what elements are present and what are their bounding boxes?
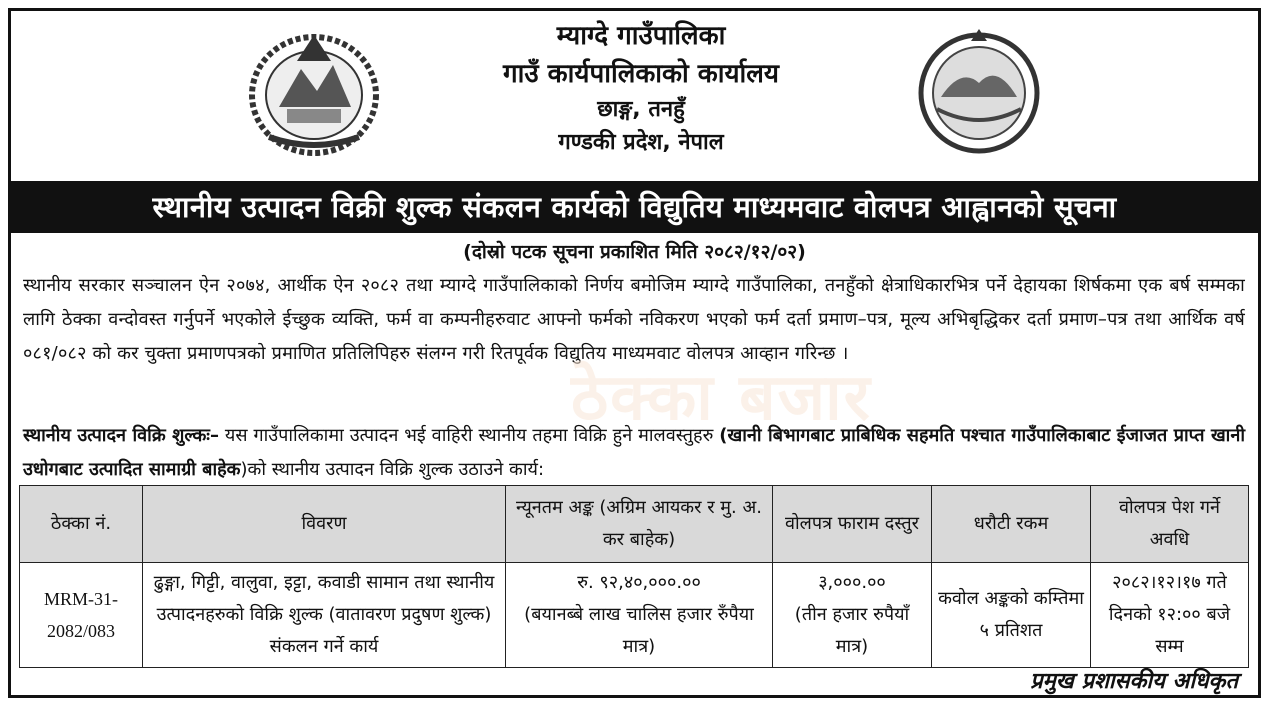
cell-deadline: २०८२।१२।१७ गते दिनको १२:०० बजे सम्म <box>1091 563 1249 668</box>
col-deadline-header: वोलपत्र पेश गर्ने अवधि <box>1091 486 1249 563</box>
office-name <box>391 17 891 159</box>
cell-ref: MRM-31-2082/083 <box>20 563 143 668</box>
sales-fee-exception: (खानी बिभागबाट प्राबिधिक सहमति पश्चात गाउँपालिकाबाट ईजाजत प्राप्त खानी उधोगबाट उत्पादित सामाग्री बाहेक <box>23 425 1245 480</box>
notice-header <box>11 11 1258 181</box>
sales-fee-description <box>23 419 1245 487</box>
cell-desc: ढुङ्गा, गिट्टी, वालुवा, इट्टा, कवाडी सामान तथा स्थानीय उत्पादनहरुको विक्रि शुल्क (वातावरण प्रदुषण शुल्क) संकलन गर्ने कार्य <box>143 563 506 668</box>
signature-title: प्रमुख प्रशासकीय अधिकृत <box>1030 669 1238 694</box>
col-deposit-header: धरौटी रकम <box>932 486 1091 563</box>
cell-deposit: कवोल अङ्कको कम्तिमा ५ प्रतिशत <box>932 563 1091 668</box>
sales-fee-label: स्थानीय उत्पादन विक्रि शुल्कः– <box>23 425 219 446</box>
fee-amount: ३,०००.०० <box>818 572 886 593</box>
office-title: गाउँ कार्यपालिकाको कार्यालय <box>503 59 779 89</box>
municipality-logo-icon <box>911 27 1047 157</box>
notice-frame <box>8 8 1261 698</box>
min-amount: रु. ९२,४०,०००.०० <box>577 572 701 593</box>
cell-min <box>506 563 773 668</box>
municipality-name: म्याग्दे गाउँपालिका <box>556 21 726 51</box>
nepal-emblem-icon <box>239 25 389 157</box>
notice-title: स्थानीय उत्पादन विक्री शुल्क संकलन कार्यको विद्युतिय माध्यमवाट वोलपत्र आह्वानको सूचना <box>11 181 1258 233</box>
notice-body: स्थानीय सरकार सञ्चालन ऐन २०७४, आर्थीक ऐन २०८२ तथा म्याग्दे गाउँपालिकाको निर्णय बमोजिम म्याग्दे गाउँपालिका, तनहुँको क्षेत्राधिकारभित्र पर्ने देहायका शिर्षकमा एक बर्ष सम्मका लागि ठेक्का वन्दोवस्त गर्नुपर्ने भएकोले ईच्छुक व्यक्ति, फर्म वा कम्पनीहरुवाट आफ्नो फर्मको नविकरण भएको फर्म दर्ता प्रमाण–पत्र, मूल्य अभिबृद्धिकर दर्ता प्रमाण–पत्र तथा आर्थिक वर्ष ०८१/०८२ को कर चुक्ता प्रमाणपत्रको प्रमाणित प्रतिलिपिहरु संलग्न गरी रितपूर्वक विद्युतिय माध्यमवाट वोलपत्र आव्हान गरिन्छ । <box>23 275 1245 364</box>
cell-fee <box>773 563 932 668</box>
col-min-header: न्यूनतम अङ्क (अग्रिम आयकर र मु. अ. कर बाहेक) <box>506 486 773 563</box>
publication-date: (दोस्रो पटक सूचना प्रकाशित मिति २०८२/१२/०२) <box>463 241 806 263</box>
watermark-logo: ठेक्का बजार <box>571 361 872 435</box>
sales-fee-text: यस गाउँपालिकामा उत्पादन भई वाहिरी स्थानीय तहमा विक्रि हुने मालवस्तुहरु <box>218 425 720 446</box>
sales-fee-text-end: )को स्थानीय उत्पादन विक्रि शुल्क उठाउने कार्य: <box>240 459 545 480</box>
bid-table <box>19 485 1249 668</box>
fee-amount-words: (तीन हजार रुपैयाँ मात्र) <box>794 604 910 657</box>
min-amount-words: (बयानब्बे लाख चालिस हजार रुँपैया मात्र) <box>524 604 754 657</box>
col-fee-header: वोलपत्र फाराम दस्तुर <box>773 486 932 563</box>
col-desc-header: विवरण <box>143 486 506 563</box>
office-province: गण्डकी प्रदेश, नेपाल <box>558 130 724 155</box>
office-location: छाङ्ग, तनहुँ <box>597 97 685 122</box>
col-ref-header: ठेक्का नं. <box>20 486 143 563</box>
table-row <box>20 563 1249 668</box>
table-header-row <box>20 486 1249 563</box>
